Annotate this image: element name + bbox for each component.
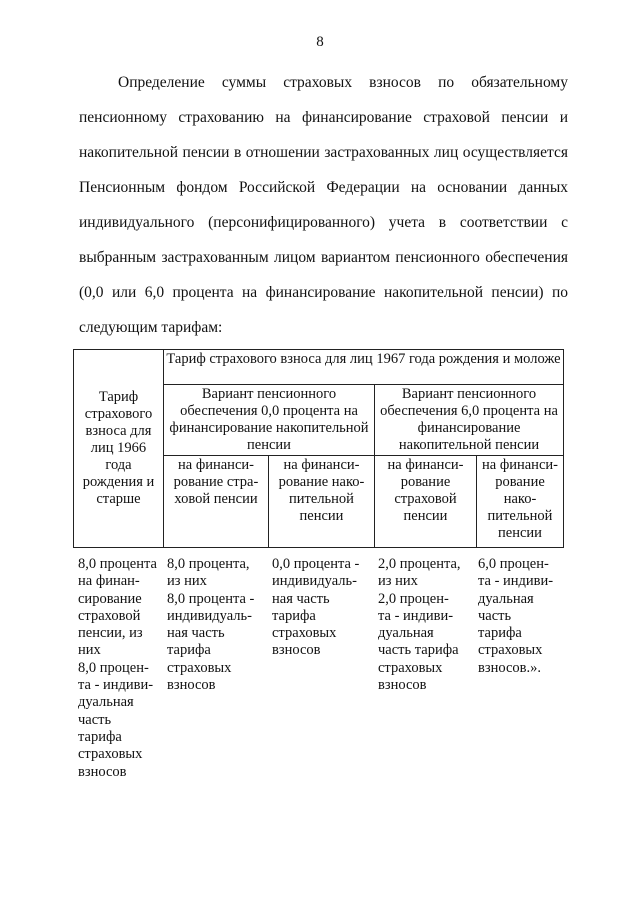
value-cell-insurance-60: 2,0 процента, из них 2,0 процен- та - индиви- дуальная часть тарифа страховых взносов — [378, 556, 461, 694]
variant-header-00: Вариант пенсионного обеспечения 0,0 процента на финансирование накопительной пенсии — [164, 385, 375, 456]
sub-header-funded-60: на финанси-рование нако-пительной пенсии — [477, 456, 564, 548]
paragraph-line: пенсионному страхованию на финансирование страховой пенсии и — [79, 109, 568, 126]
paragraph-line: накопительной пенсии в отношении застрахованных лиц осуществляется — [79, 144, 568, 161]
sub-header-insurance-00: на финанси-рование стра-ховой пенсии — [164, 456, 269, 548]
value-cell-insurance-00: 8,0 процента, из них 8,0 процента - индивидуаль- ная часть тарифа страховых взносов — [167, 556, 255, 694]
value-cell-funded-00: 0,0 процента - индивидуаль- ная часть тарифа страховых взносов — [272, 556, 360, 659]
variant-header-60: Вариант пенсионного обеспечения 6,0 процента на финансирование накопительной пенсии — [375, 385, 564, 456]
paragraph-line: следующим тарифам: — [79, 319, 223, 336]
paragraph-line: индивидуального (персонифицированного) учета в соответствии с — [79, 214, 568, 231]
group-header-1967: Тариф страхового взноса для лиц 1967 года рождения и моложе — [164, 350, 564, 385]
paragraph-line: Определение суммы страховых взносов по обязательному — [118, 74, 568, 91]
value-cell-funded-60: 6,0 процен- та - индиви- дуальная часть тарифа страховых взносов.». — [478, 556, 554, 676]
paragraph-line: выбранным застрахованным лицом вариантом пенсионного обеспечения — [79, 249, 568, 266]
page-number: 8 — [316, 34, 324, 50]
sub-header-funded-00: на финанси-рование нако-пительной пенсии — [269, 456, 375, 548]
paragraph-line: Пенсионным фондом Российской Федерации на основании данных — [79, 179, 568, 196]
col-header-1966: Тариф страхового взноса для лиц 1966 года рождения и старше — [74, 350, 164, 548]
value-cell-1966: 8,0 процента на финан- сирование страховой пенсии, из них 8,0 процен- та - индиви- дуальная часть тарифа страховых взносов — [78, 556, 157, 780]
paragraph-line: (0,0 или 6,0 процента на финансирование накопительной пенсии) по — [79, 284, 568, 301]
sub-header-insurance-60: на финанси-рование страховой пенсии — [375, 456, 477, 548]
tariff-table — [73, 349, 564, 548]
